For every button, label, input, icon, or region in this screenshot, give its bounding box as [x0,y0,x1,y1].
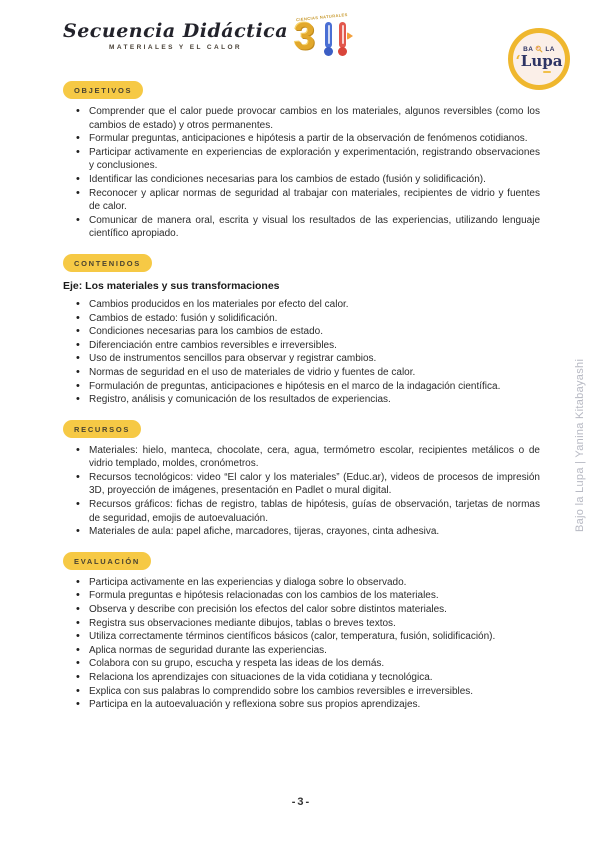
thermometer-hot-icon [338,22,347,56]
brand-title: Secuencia Didáctica [63,20,289,42]
contenidos-axis-heading: Eje: Los materiales y sus transformaciones [63,279,280,292]
list-item: • Identificar las condiciones necesarias para los cambios de estado (fusión y solidificación). [75,173,540,187]
logo-text-la: LA [545,45,555,53]
list-item: • Formula preguntas e hipótesis relacionadas con los cambios de los materiales. [75,589,540,603]
logo-text-ba: BA [523,45,534,53]
list-item: • Recursos gráficos: fichas de registro, tablas de hipótesis, guías de observación, tarjetas de normas de seguridad, emojis de autoevaluación. [75,498,540,525]
section-objetivos [63,80,540,241]
list-item: • Comunicar de manera oral, escrita y visual los resultados de las experiencias, utilizando lenguaje científico apropiado. [75,214,540,241]
list-item: • Formular preguntas, anticipaciones e hipótesis a partir de la observación de fenómenos cotidianos. [75,132,540,146]
objetivos-list [63,105,540,241]
flame-glow-icon [347,32,353,40]
bajo-la-lupa-logo [508,28,570,90]
logo-apostrophe: ʻ [515,52,521,70]
list-item: • Materiales: hielo, manteca, chocolate, cera, agua, termómetro escolar, recipientes metálicos o de vidrio templado, moldes, cronómetros. [75,444,540,471]
grade-arc-text: CIENCIAS NATURALES [295,11,348,23]
list-item: • Registra sus observaciones mediante dibujos, tablas o breves textos. [75,617,540,631]
logo-tagline-mark [543,71,551,73]
list-item: • Participar activamente en experiencias de exploración y experimentación, registrando observaciones y conclusiones. [75,146,540,173]
list-item: • Cambios producidos en los materiales por efecto del calor. [75,298,540,312]
section-label-contenidos: CONTENIDOS [63,254,152,272]
list-item: • Observa y describe con precisión los efectos del calor sobre distintos materiales. [75,603,540,617]
list-item: • Explica con sus palabras lo comprendido sobre los cambios reversibles e irreversibles. [75,685,540,699]
section-label-recursos: RECURSOS [63,420,141,438]
author-watermark: Bajo la Lupa | Yanina Kitabayashi [574,358,586,532]
page-number: -3- [291,796,312,808]
evaluacion-list [63,576,540,712]
list-item: • Registro, análisis y comunicación de los resultados de experiencias. [75,393,540,407]
list-item: • Diferenciación entre cambios reversibles e irreversibles. [75,339,540,353]
list-item: • Uso de instrumentos sencillos para observar y registrar cambios. [75,352,540,366]
list-item: • Recursos tecnológicos: video “El calor y los materiales” (Educ.ar), videos de procesos de impresión 3D, proyección de imágenes, presentación en Padlet o mural digital. [75,471,540,498]
grade-number: 3 [294,16,316,58]
section-contenidos [63,253,540,407]
brand-text [63,20,288,51]
list-item: • Participa en la autoevaluación y reflexiona sobre sus propios aprendizajes. [75,698,540,712]
list-item: • Normas de seguridad en el uso de materiales de vidrio y fuentes de calor. [75,366,540,380]
list-item: • Reconocer y aplicar normas de seguridad al trabajar con materiales, recipientes de vidrio y fuentes de calor. [75,187,540,214]
thermometer-cold-icon [324,22,333,56]
list-item: • Aplica normas de seguridad durante las experiencias. [75,644,540,658]
grade-badge [294,11,348,62]
logo-main-text: ʻLupa [515,52,563,70]
list-item: • Relaciona los aprendizajes con situaciones de la vida cotidiana y tecnológica. [75,671,540,685]
thermometer-icons [324,22,347,56]
content-column [0,80,600,712]
list-item: • Participa activamente en las experiencias y dialoga sobre lo observado. [75,576,540,590]
brand-subtitle: MATERIALES Y EL CALOR [109,44,243,51]
section-recursos [63,419,540,539]
section-label-objetivos: OBJETIVOS [63,81,143,99]
recursos-list [63,444,540,539]
list-item: • Materiales de aula: papel afiche, marcadores, tijeras, crayones, cinta adhesiva. [75,525,540,539]
list-item: • Formulación de preguntas, anticipaciones e hipótesis en el marco de la indagación científica. [75,380,540,394]
list-item: • Utiliza correctamente términos científicos básicos (calor, temperatura, fusión, solidificación). [75,630,540,644]
page-header [0,0,600,78]
contenidos-list [63,298,540,407]
list-item: • Condiciones necesarias para los cambios de estado. [75,325,540,339]
list-item: • Colabora con su grupo, escucha y respeta las ideas de los demás. [75,657,540,671]
section-label-evaluacion: EVALUACIÓN [63,552,151,570]
list-item: • Cambios de estado: fusión y solidificación. [75,312,540,326]
brand-block [63,11,570,62]
list-item: • Comprender que el calor puede provocar cambios en los materiales, algunos reversibles (como los cambios de estado) y otros permanentes. [75,105,540,132]
section-evaluacion [63,551,540,712]
